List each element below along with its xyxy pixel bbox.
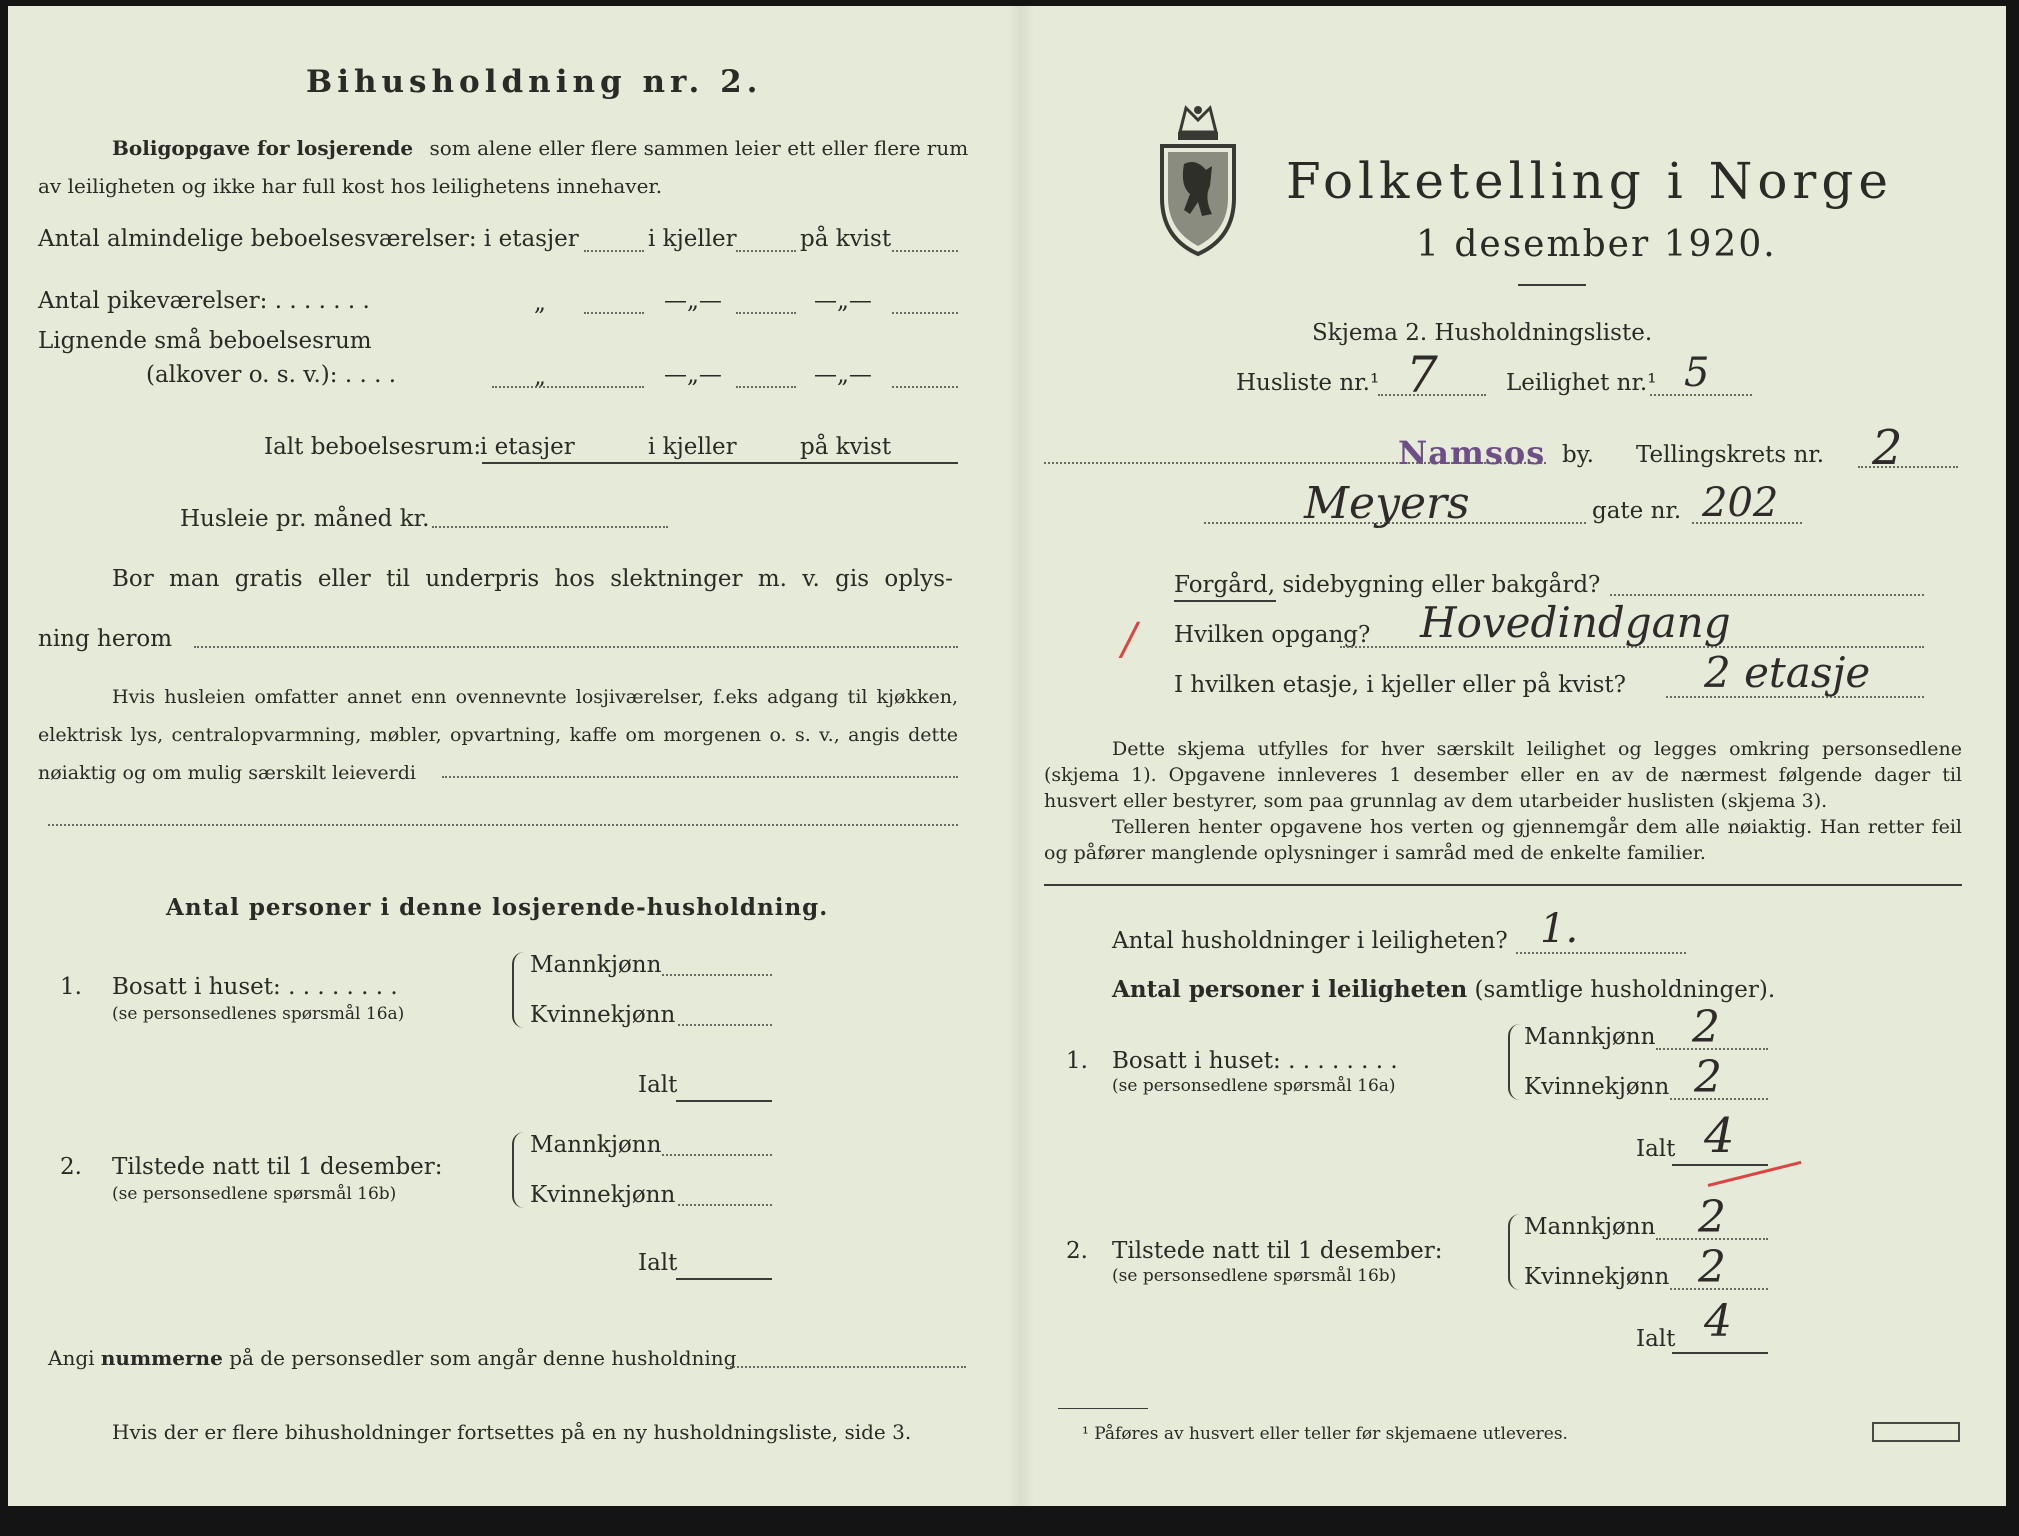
rooms-kvist-field[interactable] xyxy=(892,250,958,252)
small-kjeller-field[interactable] xyxy=(736,386,796,388)
right-item1-num: 1. xyxy=(1066,1048,1088,1074)
pike-kjeller-field[interactable] xyxy=(736,312,796,314)
right-item1-sub: (se personsedlene spørsmål 16a) xyxy=(1112,1076,1396,1096)
right-item1-mann: Mannkjønn xyxy=(1524,1024,1656,1050)
left-title: Bihusholdning nr. 2. xyxy=(306,64,763,100)
ialt-kvist-label: på kvist xyxy=(800,434,892,460)
left-item1-kvinne: Kvinnekjønn xyxy=(530,1002,676,1028)
hush-value: 1. xyxy=(1540,906,1579,952)
census-form-sheet xyxy=(8,6,2006,1506)
forgaard-line xyxy=(1174,572,1600,598)
ialt-etasjer-label: i etasjer xyxy=(480,434,575,460)
left-item1-label: Bosatt i huset: . . . . . . . . xyxy=(112,974,398,1000)
opgang-label: Hvilken opgang? xyxy=(1174,622,1371,648)
rent-label: Husleie pr. måned kr. xyxy=(180,506,430,532)
left-item2-mann-field[interactable] xyxy=(662,1154,772,1156)
left-item2-label: Tilstede natt til 1 desember: xyxy=(112,1154,443,1180)
rooms-kjeller-label: i kjeller xyxy=(648,226,737,252)
forgaard-field[interactable] xyxy=(1610,594,1924,596)
ialt-rooms-underline xyxy=(482,462,958,464)
left-item2-kvinne: Kvinnekjønn xyxy=(530,1182,676,1208)
gate-value: 202 xyxy=(1702,480,1779,526)
left-item2-ialt-field[interactable] xyxy=(676,1278,772,1280)
right-item2-ialt: Ialt xyxy=(1636,1326,1676,1352)
pike-ditto-2: —„— xyxy=(664,288,722,314)
angi-bold: nummerne xyxy=(100,1346,223,1370)
right-item1-ialt-field[interactable] xyxy=(1672,1164,1768,1166)
right-date: 1 desember 1920. xyxy=(1416,224,1777,265)
forgaard-word: Forgård, xyxy=(1174,572,1276,598)
left-item2-mann: Mannkjønn xyxy=(530,1132,662,1158)
pike-ditto-3: —„— xyxy=(814,288,872,314)
angi-pre: Angi xyxy=(48,1346,95,1370)
rooms-etasjer-field[interactable] xyxy=(584,250,644,252)
intro-line-2: av leiligheten og ikke har full kost hos leilighetens innehaver. xyxy=(38,174,663,198)
intro-line-1 xyxy=(112,136,968,160)
intro-rest-1: som alene eller flere sammen leier ett eller flere rum xyxy=(429,136,969,160)
info-paragraph-1: Dette skjema utfylles for hver særskilt leilighet og legges omkring personsedlene (skjema 1). Opgavene innleveres 1 desember eller en av de nærmest følgende dager til husvert eller bestyrer, som paa grunnlag av dem utarbeider huslisten (skjema 3). xyxy=(1044,738,1962,812)
street-value: Meyers xyxy=(1304,478,1470,529)
forgaard-rest: sidebygning eller bakgård? xyxy=(1282,572,1601,598)
opgang-value: Hovedindgang xyxy=(1420,598,1731,647)
krets-label: Tellingskrets nr. xyxy=(1636,442,1825,468)
gate-label: gate nr. xyxy=(1592,498,1682,524)
right-item2-ialt-field[interactable] xyxy=(1672,1352,1768,1354)
left-item2-kvinne-field[interactable] xyxy=(678,1204,772,1206)
gratis-line-1: Bor man gratis eller til underpris hos slektninger m. v. gis oplys- xyxy=(112,566,953,592)
by-label: by. xyxy=(1562,442,1594,468)
right-item1-ialt: Ialt xyxy=(1636,1136,1676,1162)
small-rooms-label-1: Lignende små beboelsesrum xyxy=(38,328,372,354)
gratis-field[interactable] xyxy=(194,646,958,648)
small-ditto-2: —„— xyxy=(664,362,722,388)
right-footnote: ¹ Påføres av husvert eller teller før skjemaene utleveres. xyxy=(1082,1424,1568,1444)
left-item1-ialt: Ialt xyxy=(638,1072,678,1098)
angi-post: på de personsedler som angår denne husholdning xyxy=(229,1346,737,1370)
etasje-value: 2 etasje xyxy=(1704,648,1871,697)
left-persons-heading: Antal personer i denne losjerende-husholdning. xyxy=(166,894,829,921)
schema-label: Skjema 2. Husholdningsliste. xyxy=(1312,320,1653,346)
ialt-rooms-label: Ialt beboelsesrum: xyxy=(264,434,482,460)
rent-field[interactable] xyxy=(432,526,668,528)
small-ditto-1: „ xyxy=(534,364,546,390)
angi-line xyxy=(48,1346,736,1370)
norway-coat-of-arms-icon xyxy=(1156,102,1240,258)
gratis-line-2: ning herom xyxy=(38,626,173,652)
husliste-value: 7 xyxy=(1406,346,1438,404)
right-item2-ialt-value: 4 xyxy=(1704,1296,1732,1347)
left-item1-mann-field[interactable] xyxy=(662,974,772,976)
right-item2-label: Tilstede natt til 1 desember: xyxy=(1112,1238,1443,1264)
info-divider xyxy=(1044,884,1962,886)
leilighet-value: 5 xyxy=(1684,350,1710,396)
note-field[interactable] xyxy=(442,776,958,778)
hush-field[interactable] xyxy=(1516,952,1686,954)
city-stamp: Namsos xyxy=(1398,434,1546,472)
right-item1-mann-value: 2 xyxy=(1692,1002,1720,1053)
pike-ditto-1: „ xyxy=(534,290,546,316)
footnote-divider xyxy=(1058,1408,1148,1409)
rooms-kvist-label: på kvist xyxy=(800,226,892,252)
left-item2-sub: (se personsedlene spørsmål 16b) xyxy=(112,1184,397,1204)
left-item1-brace xyxy=(512,952,524,1028)
left-item1-kvinne-field[interactable] xyxy=(678,1024,772,1026)
left-item1-ialt-field[interactable] xyxy=(676,1100,772,1102)
right-title: Folketelling i Norge xyxy=(1286,152,1893,210)
pike-etasjer-field[interactable] xyxy=(584,312,644,314)
right-item2-sub: (se personsedlene spørsmål 16b) xyxy=(1112,1266,1397,1286)
rooms-label: Antal almindelige beboelsesværelser: i etasjer xyxy=(38,226,579,252)
right-item2-num: 2. xyxy=(1066,1238,1088,1264)
husliste-label: Husliste nr.¹ xyxy=(1236,370,1380,396)
left-item1-sub: (se personsedlenes spørsmål 16a) xyxy=(112,1004,405,1024)
left-item2-ialt: Ialt xyxy=(638,1250,678,1276)
note-field-2[interactable] xyxy=(48,824,958,826)
leilighet-label: Leilighet nr.¹ xyxy=(1506,370,1657,396)
small-rooms-label-2: (alkover o. s. v.): . . . . xyxy=(146,362,397,388)
left-item2-num: 2. xyxy=(60,1154,82,1180)
info-paragraph-2: Telleren henter opgavene hos verten og gjennemgår dem alle nøiaktig. Han retter feil og påfører manglende oplysninger i samråd med de enkelte familier. xyxy=(1044,816,1962,864)
right-item2-kvinne-value: 2 xyxy=(1698,1242,1726,1293)
ialt-kjeller-label: i kjeller xyxy=(648,434,737,460)
left-item1-mann: Mannkjønn xyxy=(530,952,662,978)
left-item1-num: 1. xyxy=(60,974,82,1000)
intro-bold: Boligopgave for losjerende xyxy=(112,136,414,160)
right-item1-label: Bosatt i huset: . . . . . . . . xyxy=(1112,1048,1398,1074)
etasje-label: I hvilken etasje, i kjeller eller på kvist? xyxy=(1174,672,1626,698)
printer-mark xyxy=(1872,1422,1960,1442)
right-item2-mann: Mannkjønn xyxy=(1524,1214,1656,1240)
small-etasjer-field[interactable] xyxy=(492,386,644,388)
date-divider xyxy=(1518,284,1586,286)
rent-note: Hvis husleien omfatter annet enn ovennevnte losjiværelser, f.eks adgang til kjøkken, elektrisk lys, centralopvarmning, møbler, opvartning, kaffe om morgenen o. s. v., angis dette nøiaktig og om mulig særskilt leieverdi xyxy=(38,686,958,784)
page-fold xyxy=(1008,6,1034,1506)
opgang-red-mark: / xyxy=(1122,614,1137,665)
right-item2-mann-value: 2 xyxy=(1698,1192,1726,1243)
right-item2-kvinne: Kvinnekjønn xyxy=(1524,1264,1670,1290)
angi-field[interactable] xyxy=(730,1366,966,1368)
hush-label: Antal husholdninger i leiligheten? xyxy=(1112,928,1508,954)
right-persons-rest: (samtlige husholdninger). xyxy=(1474,977,1776,1003)
pike-label: Antal pikeværelser: . . . . . . . xyxy=(38,288,370,314)
right-persons-heading xyxy=(1112,976,1775,1003)
rooms-kjeller-field[interactable] xyxy=(736,250,796,252)
right-item1-kvinne-value: 2 xyxy=(1694,1052,1722,1103)
right-item1-brace xyxy=(1508,1024,1520,1100)
krets-value: 2 xyxy=(1872,420,1903,476)
small-ditto-3: —„— xyxy=(814,362,872,388)
right-item2-brace xyxy=(1508,1214,1520,1290)
left-item2-brace xyxy=(512,1132,524,1208)
small-kvist-field[interactable] xyxy=(892,386,958,388)
right-item1-ialt-value: 4 xyxy=(1704,1108,1735,1164)
left-footer: Hvis der er flere bihusholdninger fortsettes på en ny husholdningsliste, side 3. xyxy=(112,1420,912,1444)
forgaard-underline xyxy=(1174,600,1276,602)
pike-kvist-field[interactable] xyxy=(892,312,958,314)
right-persons-bold: Antal personer i leiligheten xyxy=(1112,976,1468,1003)
right-item1-kvinne: Kvinnekjønn xyxy=(1524,1074,1670,1100)
